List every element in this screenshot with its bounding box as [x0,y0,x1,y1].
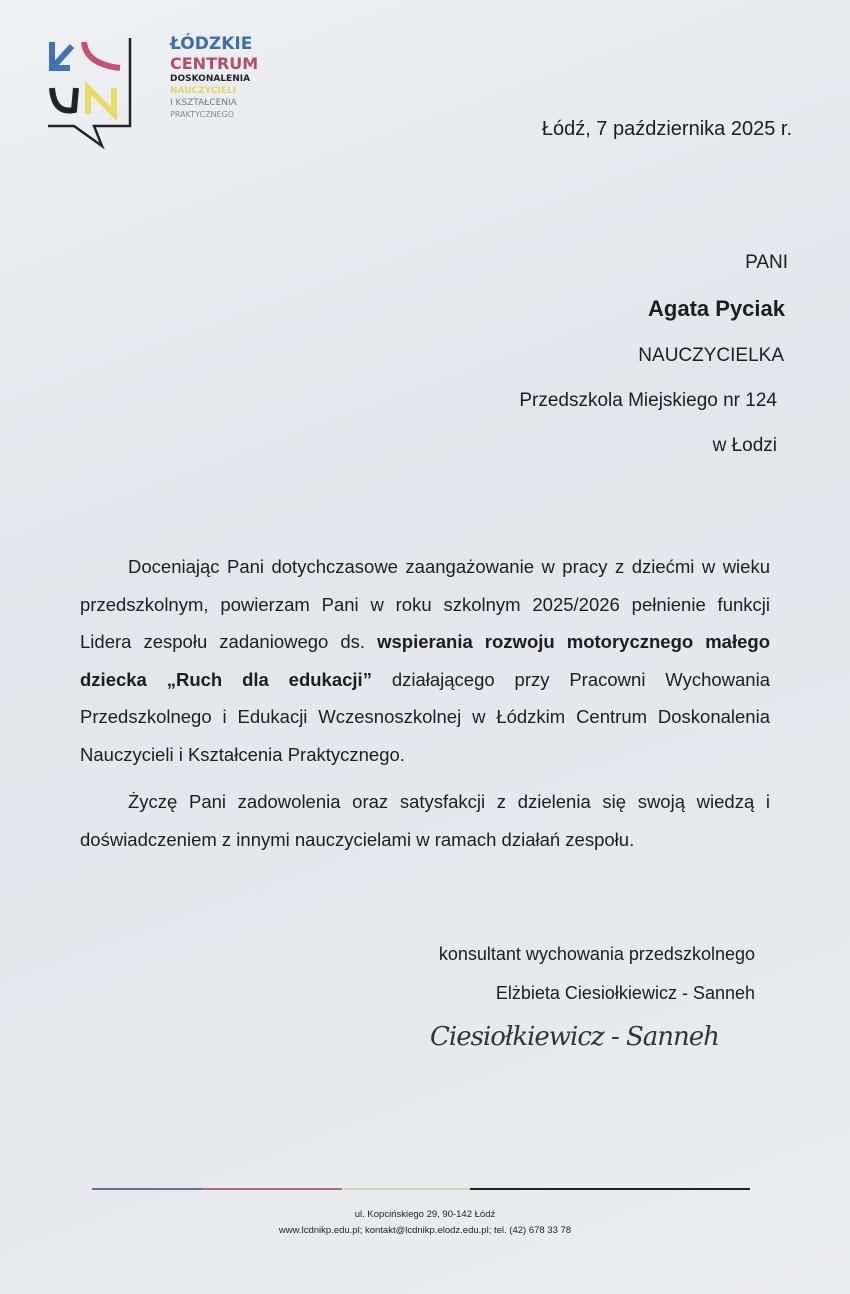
logo-text [170,36,258,119]
paragraph-2: Życzę Pani zadowolenia oraz satysfakcji z dzielenia się swoją wiedzą i doświadczeniem z innymi nauczycielami w ramach działań zespołu. [80,791,770,850]
footer-rule-yellow [342,1188,470,1190]
letter-body [80,548,770,858]
logo-line: NAUCZYCIELI [170,86,237,96]
footer-rule-black [470,1188,750,1190]
logo-line: I KSZTAŁCENIA [170,98,237,108]
recipient-salutation: PANI [745,252,788,273]
recipient-name: Agata Pyciak [648,296,785,321]
recipient-institution: Przedszkola Miejskiego nr 124 [519,390,777,411]
footer-rule-blue [92,1188,202,1190]
signatory-name: Elżbieta Ciesiołkiewicz - Sanneh [495,983,755,1003]
footer-address: ul. Kopcińskiego 29, 90-142 Łódź [354,1209,496,1220]
letter-date: Łódź, 7 października 2025 r. [541,118,792,140]
logo-line: CENTRUM [170,54,259,73]
logo-line: DOSKONALENIA [170,74,251,84]
logo-line: ŁÓDZKIE [170,34,253,54]
logo-line: PRAKTYCZNEGO [170,110,235,119]
paragraph-bold-text: wspierania rozwoju motorycznego małego dziecka „Ruch dla edukacji” [80,631,770,690]
paragraph-text: Doceniając Pani dotychczasowe zaangażowanie w pracy z dziećmi w wieku przedszkolnym, powierzam Pani w roku szkolnym 2025/2026 pełnienie funkcji Lidera zespołu zadaniowego ds. [80,556,770,652]
logo-mark [44,36,134,156]
footer-contact: www.lcdnikp.edu.pl; kontakt@lcdnikp.elodz.edu.pl; tel. (42) 678 33 78 [278,1225,572,1236]
paragraph-1 [80,548,770,773]
recipient-city: w Łodzi [712,435,777,456]
recipient-title: NAUCZYCIELKA [638,345,784,366]
footer-rule-red [202,1188,342,1190]
paragraph-text: działającego przy Pracowni Wychowania Przedszkolnego i Edukacji Wczesnoszkolnej w Łódzkim Centrum Doskonalenia Nauczycieli i Kształcenia Praktycznego. [80,668,770,765]
handwritten-signature: Ciesiołkiewicz - Sanneh [430,1022,719,1052]
signatory-role: konsultant wychowania przedszkolnego [438,944,755,964]
